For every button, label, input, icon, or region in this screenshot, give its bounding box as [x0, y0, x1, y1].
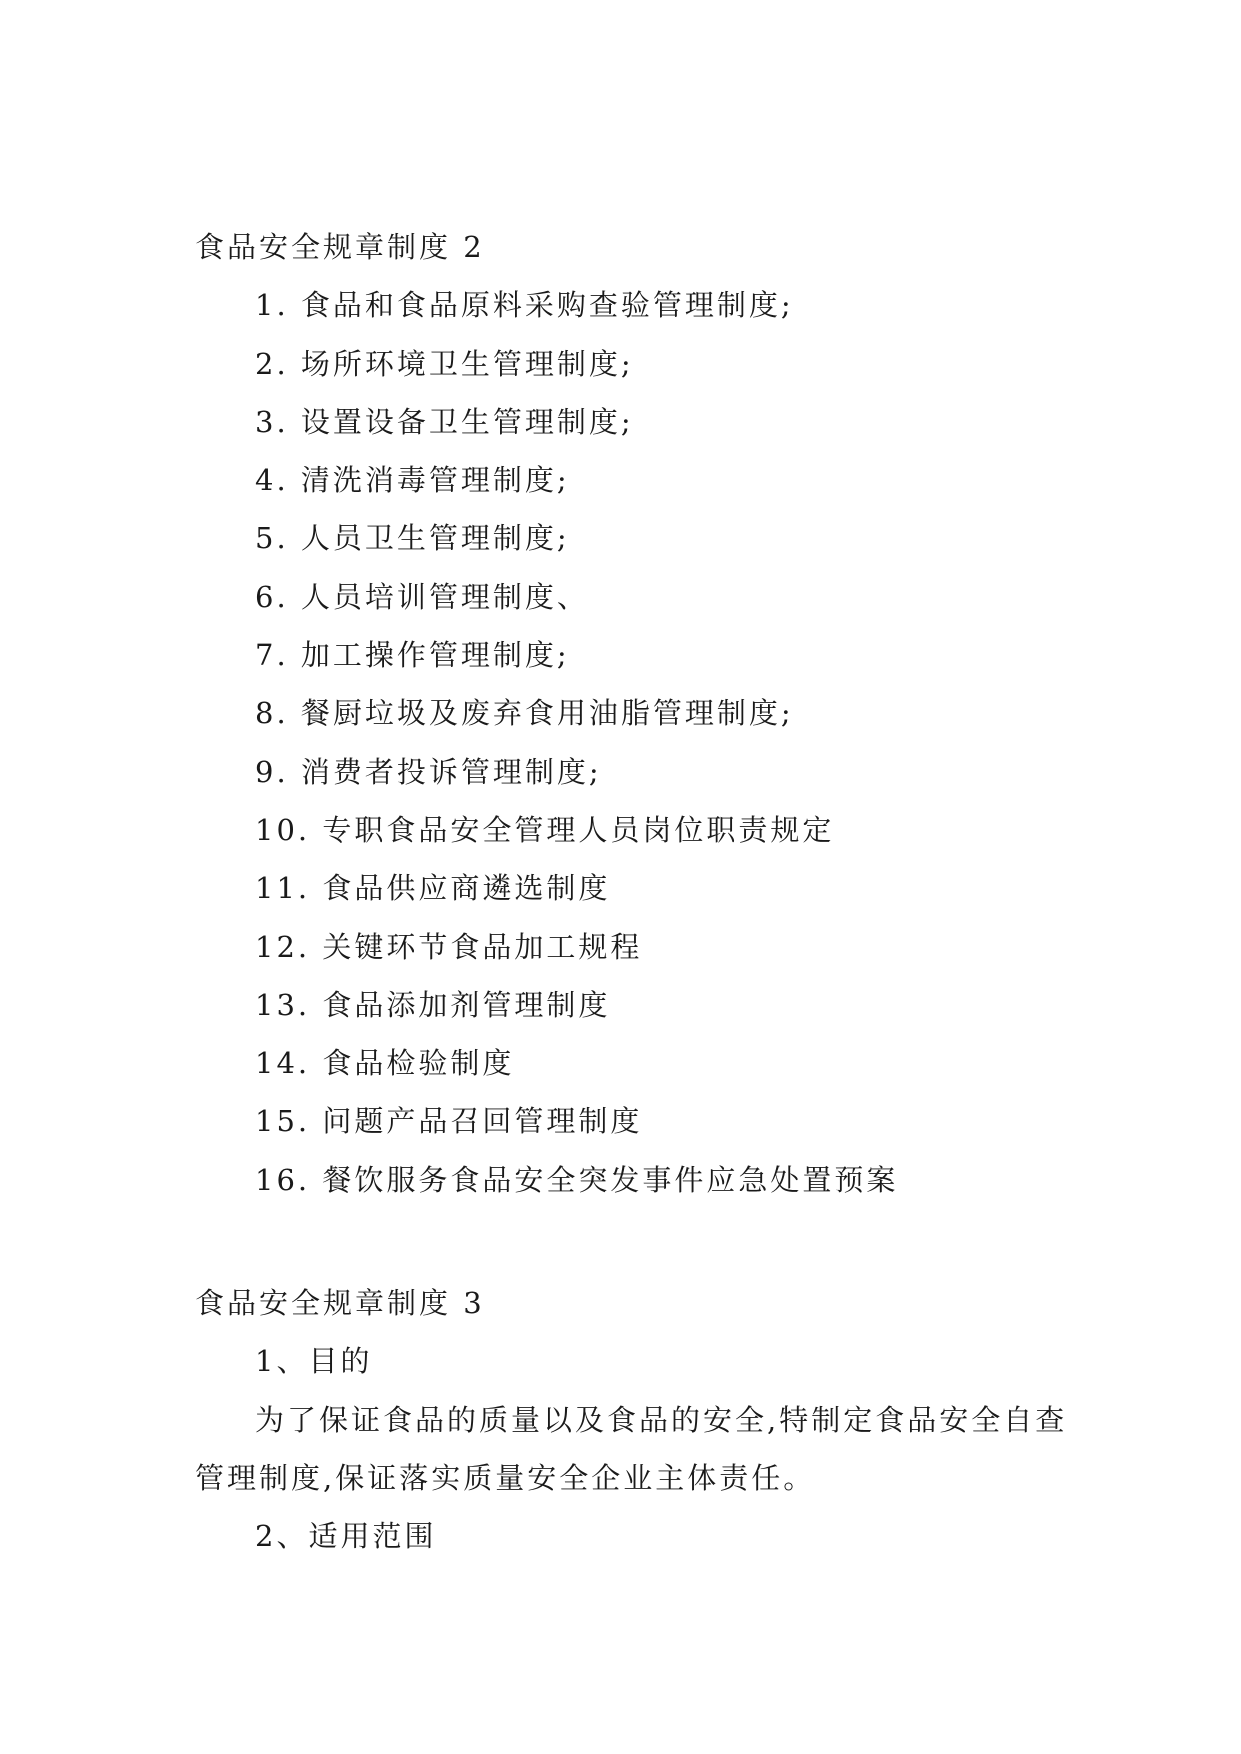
- section-food-safety-3: [195, 1274, 1075, 1565]
- list-item: 1. 食品和食品原料采购查验管理制度;: [255, 288, 794, 323]
- list-item: 14. 食品检验制度: [255, 1046, 515, 1081]
- section-title: 食品安全规章制度 3: [195, 1286, 485, 1320]
- list-item: 7. 加工操作管理制度;: [255, 638, 570, 673]
- list-item: 9. 消费者投诉管理制度;: [255, 754, 602, 789]
- section-food-safety-2: [195, 218, 1075, 1209]
- list-item: 4. 清洗消毒管理制度;: [255, 463, 570, 498]
- list-item: 6. 人员培训管理制度、: [255, 579, 589, 614]
- list-item: 11. 食品供应商遴选制度: [255, 871, 611, 906]
- list-item: 8. 餐厨垃圾及废弃食用油脂管理制度;: [255, 696, 794, 731]
- list-item: 12. 关键环节食品加工规程: [255, 929, 643, 964]
- list-item: 16. 餐饮服务食品安全突发事件应急处置预案: [255, 1162, 899, 1197]
- purpose-paragraph: 为了保证食品的质量以及食品的安全,特制定食品安全自查管理制度,保证落实质量安全企业主体责任。: [195, 1402, 1068, 1495]
- scope-heading: 2、适用范围: [255, 1519, 437, 1554]
- list-item: 10. 专职食品安全管理人员岗位职责规定: [255, 812, 835, 847]
- list-item: 3. 设置设备卫生管理制度;: [255, 404, 634, 439]
- list-item: 2. 场所环境卫生管理制度;: [255, 346, 634, 381]
- list-item: 5. 人员卫生管理制度;: [255, 521, 570, 556]
- list-item: 15. 问题产品召回管理制度: [255, 1104, 643, 1139]
- list-item: 13. 食品添加剂管理制度: [255, 987, 611, 1022]
- section-title: 食品安全规章制度 2: [195, 230, 485, 264]
- purpose-heading: 1、目的: [255, 1344, 373, 1379]
